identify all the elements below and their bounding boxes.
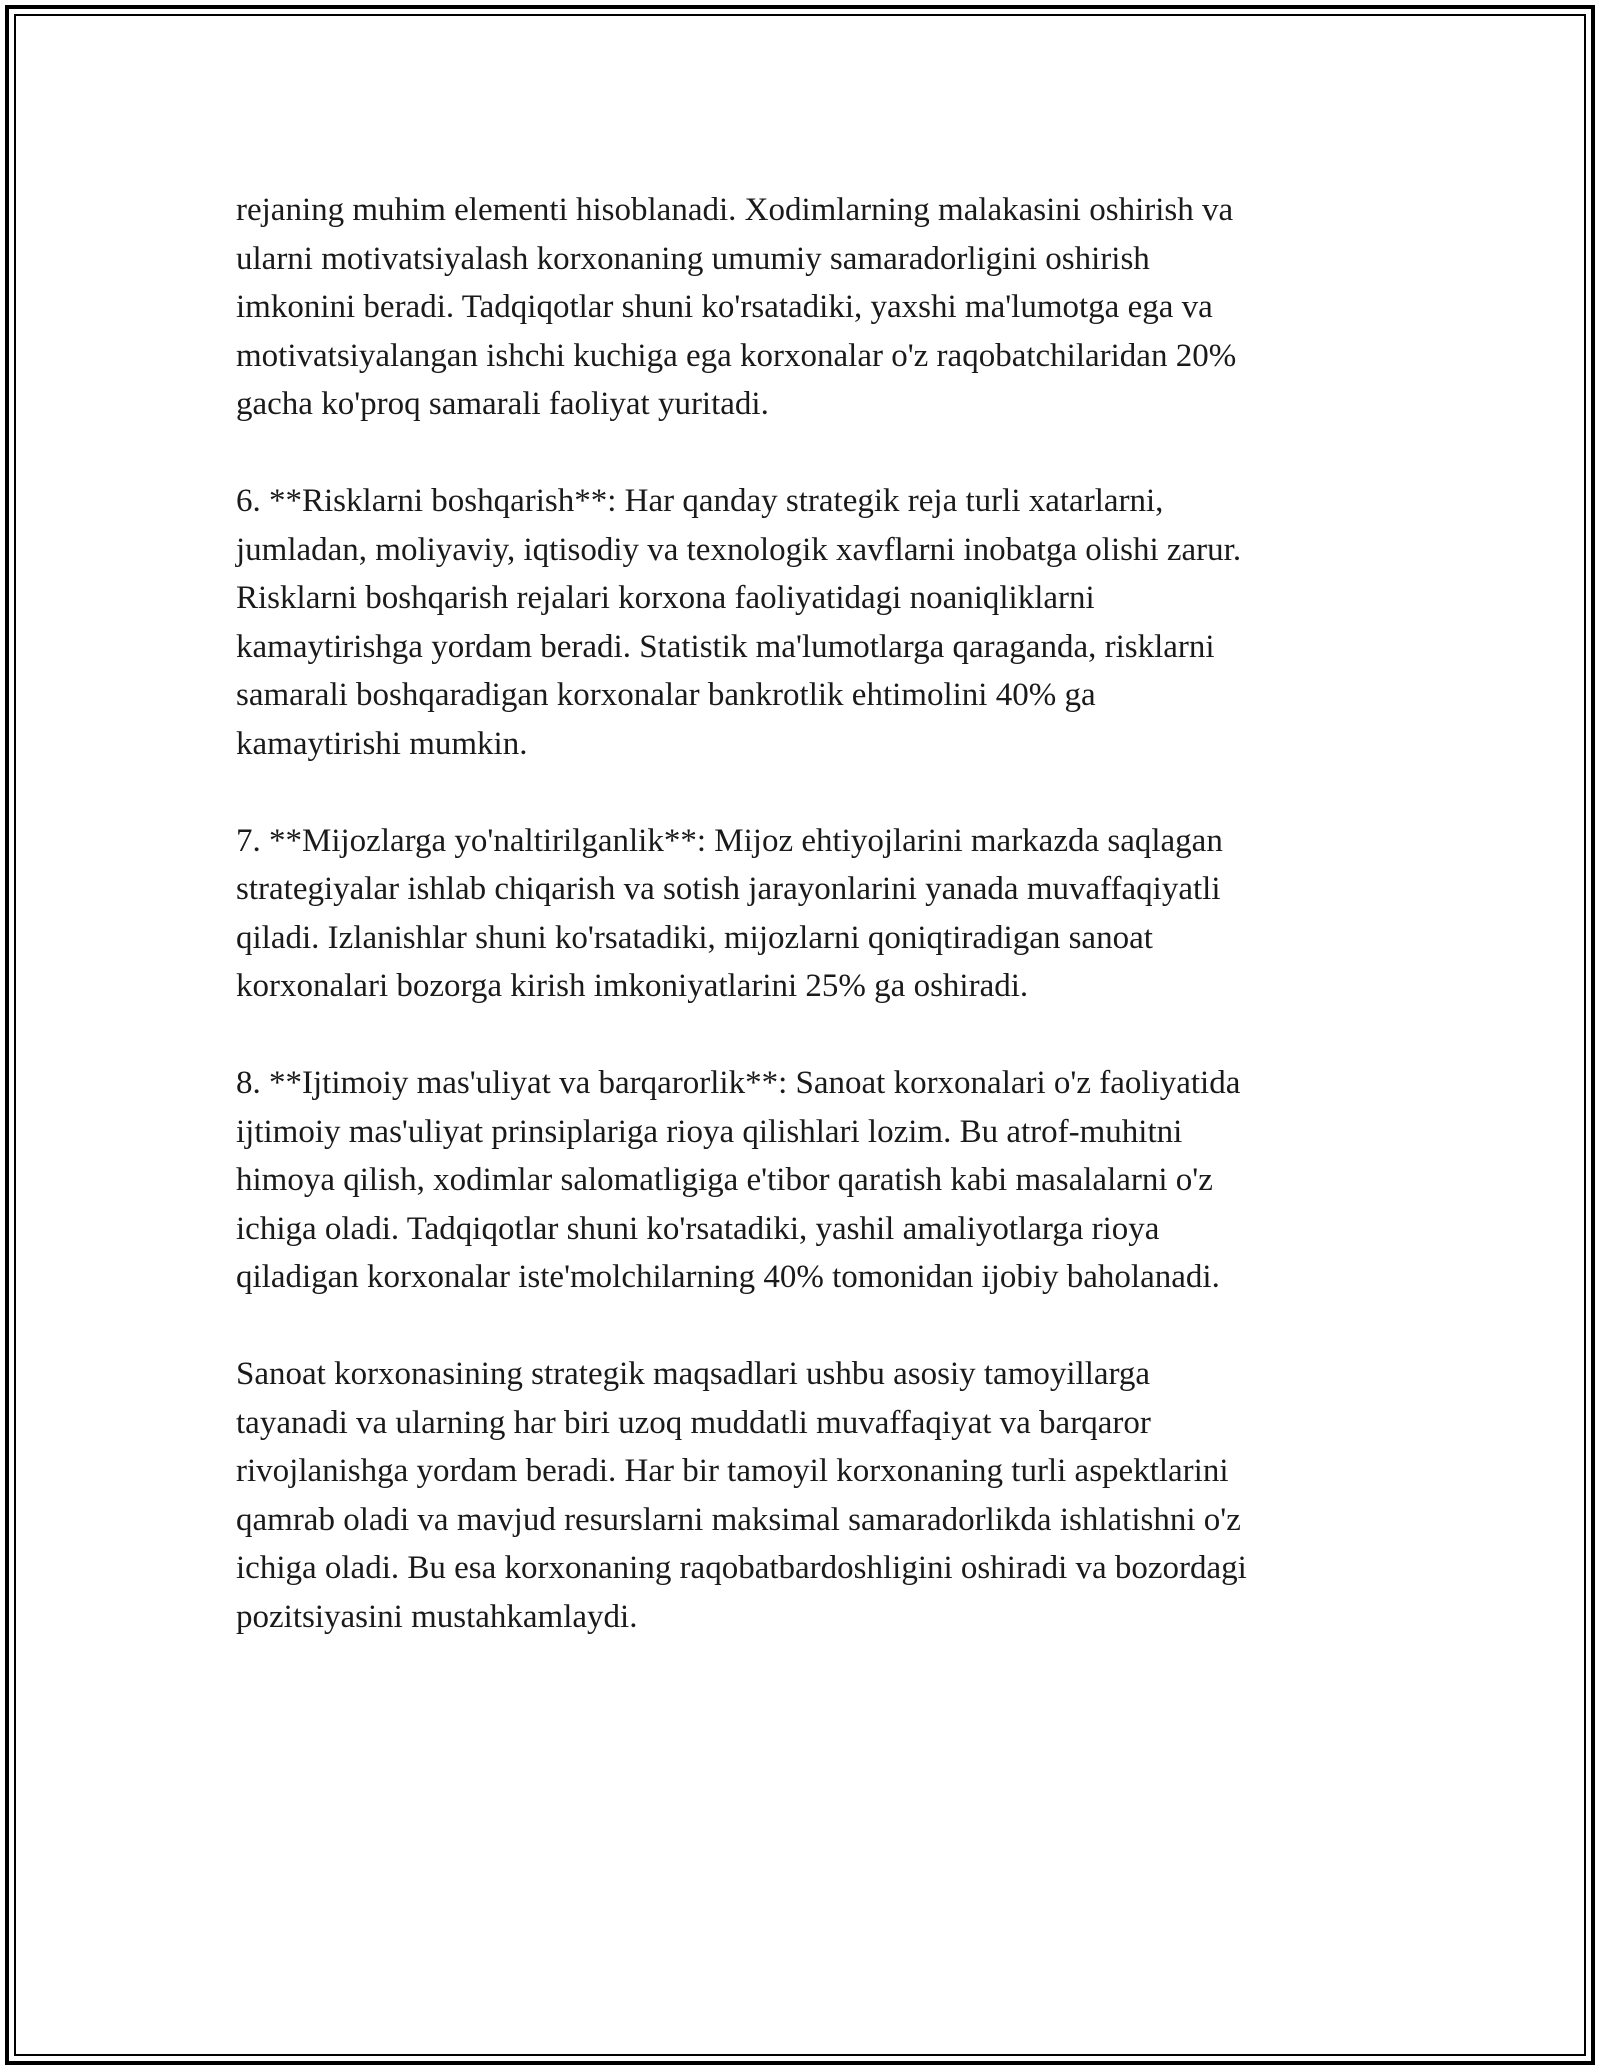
text-line: samarali boshqaradigan korxonalar bankrotlik ehtimolini 40% ga (236, 677, 1096, 713)
text-line: Risklarni boshqarish rejalari korxona faoliyatidagi noaniqliklarni (236, 580, 1095, 616)
text-line: rivojlanishga yordam beradi. Har bir tamoyil korxonaning turli aspektlarini (236, 1453, 1229, 1489)
text-line: jumladan, moliyaviy, iqtisodiy va texnologik xavflarni inobatga olishi zarur. (236, 531, 1242, 568)
text-line: kamaytirishi mumkin. (236, 725, 528, 762)
text-line: 6. **Risklarni boshqarish**: Har qanday strategik reja turli xatarlarni, (236, 483, 1164, 519)
text-line: qiladigan korxonalar iste'molchilarning 40% tomonidan ijobiy baholanadi. (236, 1259, 1220, 1295)
text-line: strategiyalar ishlab chiqarish va sotish jarayonlarini yanada muvaffaqiyatli (236, 871, 1221, 907)
paragraph-conclusion (236, 1350, 1386, 1641)
text-line: 8. **Ijtimoiy mas'uliyat va barqarorlik**: Sanoat korxonalari o'z faoliyatida (236, 1065, 1241, 1101)
text-line: motivatsiyalangan ishchi kuchiga ega korxonalar o'z raqobatchilaridan 20% (236, 337, 1237, 374)
paragraph-item-8 (236, 1059, 1386, 1302)
text-line: qiladi. Izlanishlar shuni ko'rsatadiki, mijozlarni qoniqtiradigan sanoat (236, 919, 1153, 956)
paragraph-intro (236, 186, 1386, 429)
text-line: kamaytirishga yordam beradi. Statistik ma'lumotlarga qaraganda, risklarni (236, 628, 1215, 665)
text-line: qamrab oladi va mavjud resurslarni maksimal samaradorlikda ishlatishni o'z (236, 1501, 1241, 1538)
text-line: gacha ko'proq samarali faoliyat yuritadi. (236, 386, 769, 422)
text-line: himoya qilish, xodimlar salomatligiga e'tibor qaratish kabi masalalarni o'z (236, 1162, 1213, 1198)
paragraph-item-6 (236, 477, 1386, 768)
text-line: Sanoat korxonasining strategik maqsadlari ushbu asosiy tamoyillarga (236, 1356, 1151, 1392)
text-line: ichiga oladi. Bu esa korxonaning raqobatbardoshligini oshiradi va bozordagi (236, 1550, 1247, 1586)
text-line: pozitsiyasini mustahkamlaydi. (236, 1598, 638, 1635)
text-line: rejaning muhim elementi hisoblanadi. Xodimlarning malakasini oshirish va (236, 192, 1234, 228)
paragraph-item-7 (236, 817, 1386, 1011)
text-line: 7. **Mijozlarga yo'naltirilganlik**: Mijoz ehtiyojlarini markazda saqlagan (236, 822, 1223, 859)
text-line: ichiga oladi. Tadqiqotlar shuni ko'rsatadiki, yashil amaliyotlarga rioya (236, 1210, 1160, 1247)
text-line: imkonini beradi. Tadqiqotlar shuni ko'rsatadiki, yaxshi ma'lumotga ega va (236, 289, 1213, 325)
text-line: tayanadi va ularning har biri uzoq muddatli muvaffaqiyat va barqaror (236, 1404, 1151, 1441)
text-line: ijtimoiy mas'uliyat prinsiplariga rioya qilishlari lozim. Bu atrof-muhitni (236, 1113, 1183, 1150)
document-body (236, 186, 1386, 1690)
text-line: ularni motivatsiyalash korxonaning umumiy samaradorligini oshirish (236, 240, 1150, 277)
text-line: korxonalari bozorga kirish imkoniyatlarini 25% ga oshiradi. (236, 968, 1029, 1004)
